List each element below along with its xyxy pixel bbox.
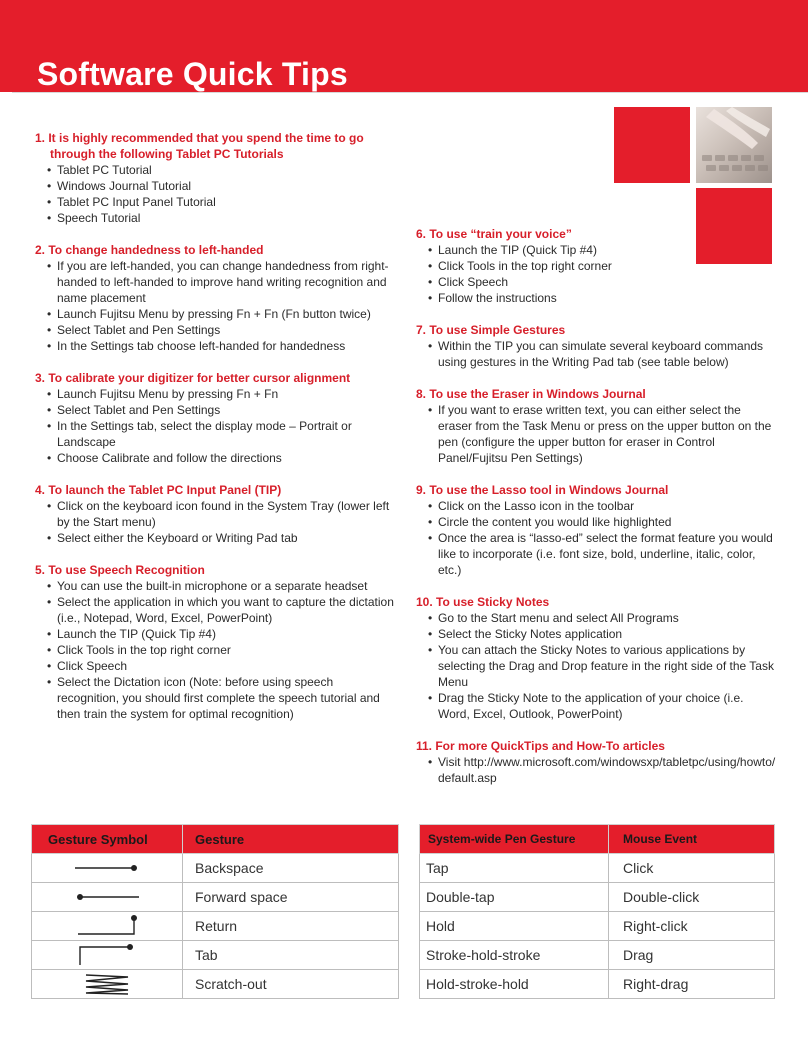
- tip-bullet: • Launch Fujitsu Menu by pressing Fn + Fn (Fn button twice): [35, 306, 395, 322]
- tip-bullet: • Choose Calibrate and follow the directions: [35, 450, 395, 466]
- column-header: Mouse Event: [609, 825, 775, 854]
- tip-bullet: • Go to the Start menu and select All Programs: [416, 610, 776, 626]
- tip-bullets: [35, 498, 395, 546]
- tip-bullet: • Tablet PC Input Panel Tutorial: [35, 194, 395, 210]
- gesture-table: [31, 824, 399, 999]
- quick-tip-7: [416, 322, 776, 370]
- tip-bullet: • Select either the Keyboard or Writing Pad tab: [35, 530, 395, 546]
- table-row: [32, 912, 399, 941]
- tip-bullet: • You can attach the Sticky Notes to various applications by selecting the Drag and Drop feature in the right side of the Task Menu: [416, 642, 776, 690]
- tip-bullet: • Follow the instructions: [416, 290, 776, 306]
- tip-title: 4. To launch the Tablet PC Input Panel (TIP): [35, 483, 282, 497]
- page-title: Software Quick Tips: [37, 56, 348, 92]
- tip-bullets: [35, 258, 395, 354]
- tip-bullets: [416, 402, 776, 466]
- gesture-name: Scratch-out: [183, 970, 399, 999]
- table-row: [420, 941, 775, 970]
- tip-title: 9. To use the Lasso tool in Windows Journal: [416, 483, 669, 497]
- tip-title: 6. To use “train your voice”: [416, 227, 572, 241]
- tip-bullet: • Select the Dictation icon (Note: before using speech recognition, you should first complete the speech tutorial and then train the system for optimal recognition): [35, 674, 395, 722]
- table-row: [32, 970, 399, 999]
- mouse-event: Double-click: [609, 883, 775, 912]
- tip-bullet: • Launch Fujitsu Menu by pressing Fn + Fn: [35, 386, 395, 402]
- tip-bullet: • Tablet PC Tutorial: [35, 162, 395, 178]
- tip-bullet: • You can use the built-in microphone or a separate headset: [35, 578, 395, 594]
- tip-title: 8. To use the Eraser in Windows Journal: [416, 387, 646, 401]
- tip-bullet: • Select the Sticky Notes application: [416, 626, 776, 642]
- backspace-gesture-icon: [32, 854, 183, 883]
- table-row: [420, 912, 775, 941]
- gesture-name: Forward space: [183, 883, 399, 912]
- pen-gesture: Stroke-hold-stroke: [420, 941, 609, 970]
- pen-gesture: Hold-stroke-hold: [420, 970, 609, 999]
- keyboard-hands-photo: [696, 107, 772, 183]
- tip-bullet: • Click Tools in the top right corner: [416, 258, 776, 274]
- quick-tip-8: [416, 386, 776, 466]
- tip-title: 7. To use Simple Gestures: [416, 323, 566, 337]
- quick-tip-4: [35, 482, 395, 546]
- tip-title: 10. To use Sticky Notes: [416, 595, 550, 609]
- pen-gesture: Double-tap: [420, 883, 609, 912]
- tip-title: 3. To calibrate your digitizer for better cursor alignment: [35, 371, 351, 385]
- quick-tip-10: [416, 594, 776, 722]
- mouse-event: Right-drag: [609, 970, 775, 999]
- tip-bullet: • If you want to erase written text, you can either select the eraser from the Task Menu or press on the upper button on the pen (configure the upper button for eraser in Control Panel/Fujitsu Pen Settings): [416, 402, 776, 466]
- tip-bullet: • Launch the TIP (Quick Tip #4): [35, 626, 395, 642]
- table-row: [32, 883, 399, 912]
- tip-title: 1. It is highly recommended that you spend the time to go through the following Tablet PC Tutorials: [35, 131, 364, 161]
- tip-bullet: • If you are left-handed, you can change handedness from right-handed to left-handed to improve hand writing recognition and name placement: [35, 258, 395, 306]
- quick-tip-1: [35, 130, 395, 226]
- pen-mouse-table-header: [420, 825, 775, 854]
- tip-bullet: • Select Tablet and Pen Settings: [35, 322, 395, 338]
- pen-mouse-table: [419, 824, 775, 999]
- tip-bullet: • Once the area is “lasso-ed” select the format feature you would like to incorporate (i.e. font size, bold, underline, italic, color, etc.): [416, 530, 776, 578]
- tip-bullet: • Launch the TIP (Quick Tip #4): [416, 242, 776, 258]
- tip-bullets: [416, 610, 776, 722]
- tip-bullet: • Click on the keyboard icon found in the System Tray (lower left by the Start menu): [35, 498, 395, 530]
- quick-tip-9: [416, 482, 776, 578]
- tip-bullet: • Click Speech: [416, 274, 776, 290]
- tip-bullets: [35, 162, 395, 226]
- table-row: [32, 941, 399, 970]
- tip-bullets: [416, 754, 776, 786]
- tip-bullets: [416, 338, 776, 370]
- tip-bullets: [416, 498, 776, 578]
- left-column: [35, 130, 395, 738]
- gesture-table-header: [32, 825, 399, 854]
- tip-bullet: • Select Tablet and Pen Settings: [35, 402, 395, 418]
- table-row: [420, 854, 775, 883]
- tip-title: 11. For more QuickTips and How-To articles: [416, 739, 665, 753]
- return-gesture-icon: [32, 912, 183, 941]
- tip-bullet: • Speech Tutorial: [35, 210, 395, 226]
- scratch-out-gesture-icon: [32, 970, 183, 999]
- column-header: Gesture Symbol: [32, 825, 183, 854]
- tip-bullet: • In the Settings tab choose left-handed for handedness: [35, 338, 395, 354]
- tip-bullet: • Drag the Sticky Note to the application of your choice (i.e. Word, Excel, Outlook, PowerPoint): [416, 690, 776, 722]
- tip-bullet: • Select the application in which you want to capture the dictation (i.e., Notepad, Word, Excel, PowerPoint): [35, 594, 395, 626]
- gesture-name: Return: [183, 912, 399, 941]
- tip-bullets: [416, 242, 776, 306]
- gesture-name: Backspace: [183, 854, 399, 883]
- quick-tip-2: [35, 242, 395, 354]
- tip-title: 2. To change handedness to left-handed: [35, 243, 264, 257]
- quick-tip-3: [35, 370, 395, 466]
- tip-bullets: [35, 386, 395, 466]
- tip-bullet: • In the Settings tab, select the display mode – Portrait or Landscape: [35, 418, 395, 450]
- table-row: [420, 883, 775, 912]
- gesture-name: Tab: [183, 941, 399, 970]
- tip-bullet: • Click on the Lasso icon in the toolbar: [416, 498, 776, 514]
- pen-gesture: Hold: [420, 912, 609, 941]
- tip-bullet: • Windows Journal Tutorial: [35, 178, 395, 194]
- title-divider: [12, 92, 808, 93]
- mouse-event: Right-click: [609, 912, 775, 941]
- mouse-event: Drag: [609, 941, 775, 970]
- forward-space-gesture-icon: [32, 883, 183, 912]
- tip-bullet: • Within the TIP you can simulate several keyboard commands using gestures in the Writing Pad tab (see table below): [416, 338, 776, 370]
- column-header: Gesture: [183, 825, 399, 854]
- right-column: [416, 226, 776, 802]
- pen-gesture: Tap: [420, 854, 609, 883]
- table-row: [32, 854, 399, 883]
- quick-tip-11: [416, 738, 776, 786]
- quick-tip-6: [416, 226, 776, 306]
- tab-gesture-icon: [32, 941, 183, 970]
- table-row: [420, 970, 775, 999]
- tip-bullet: • Circle the content you would like highlighted: [416, 514, 776, 530]
- tip-title: 5. To use Speech Recognition: [35, 563, 205, 577]
- column-header: System-wide Pen Gesture: [420, 825, 609, 854]
- tip-bullet: • Click Speech: [35, 658, 395, 674]
- tip-bullet: • Click Tools in the top right corner: [35, 642, 395, 658]
- mouse-event: Click: [609, 854, 775, 883]
- tip-bullets: [35, 578, 395, 722]
- help-url-bullet[interactable]: • Visit http://www.microsoft.com/windowsxp/tabletpc/using/howto/default.asp: [416, 754, 776, 786]
- quick-tip-5: [35, 562, 395, 722]
- red-square-top-left: [614, 107, 690, 183]
